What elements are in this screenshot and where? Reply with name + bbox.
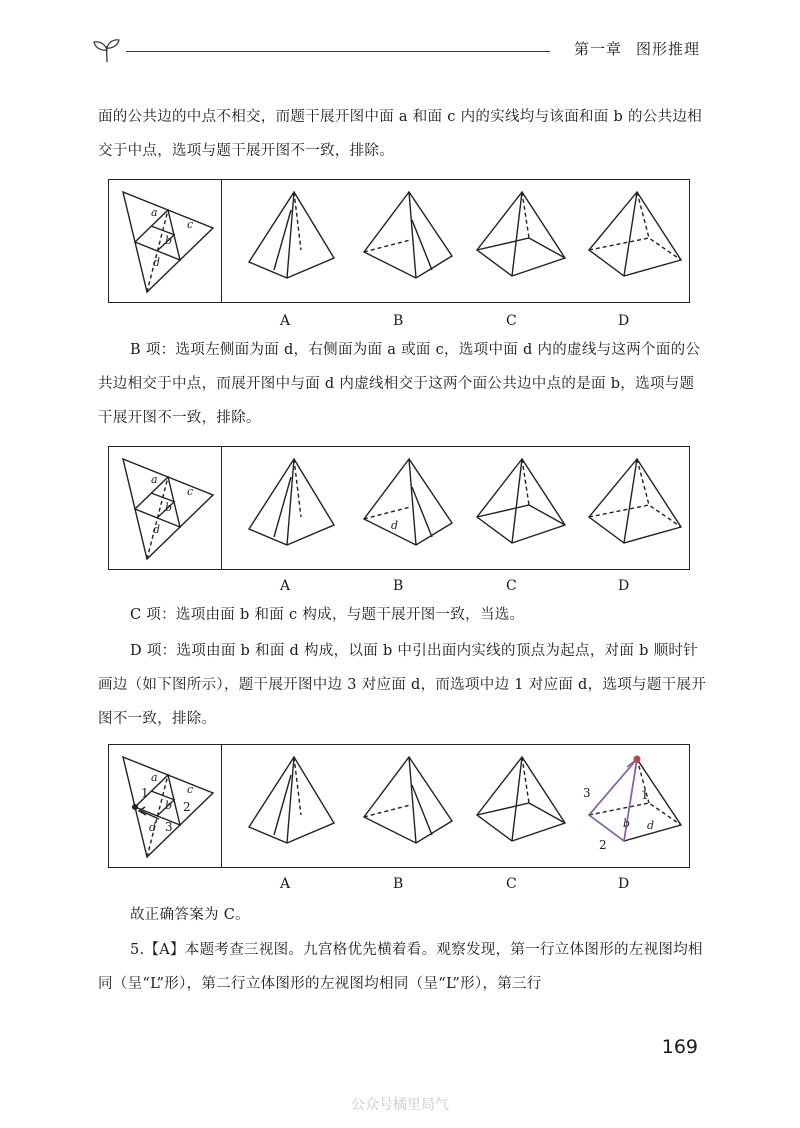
svg-text:b: b <box>165 501 173 514</box>
svg-text:d: d <box>647 819 655 832</box>
option-labels-2 <box>108 578 688 598</box>
option-label-a: A <box>280 876 291 892</box>
option-label-d: D <box>618 313 630 329</box>
option-label-d: D <box>618 876 630 892</box>
figure-panel-3 <box>108 744 690 868</box>
svg-text:d: d <box>153 523 161 536</box>
figure-panel-2 <box>108 446 690 570</box>
option-label-b: B <box>393 578 404 594</box>
chapter-heading <box>574 38 700 59</box>
svg-text:c: c <box>187 783 194 796</box>
edge-label-3: 3 <box>583 786 591 800</box>
svg-text:a: a <box>151 473 158 486</box>
svg-text:b: b <box>165 234 173 247</box>
edge-label-2: 2 <box>183 800 191 814</box>
option-label-c: C <box>506 876 517 892</box>
option-label-b: B <box>393 876 404 892</box>
option-label-d: D <box>618 578 630 594</box>
figure-2-svg <box>109 447 689 569</box>
svg-text:c: c <box>187 218 194 231</box>
page-number: 169 <box>661 1036 698 1058</box>
paragraph-2: B 项：选项左侧面为面 d，右侧面为面 a 或面 c，选项中面 d 内的虚线与这两个面的公共边相交于中点，而展开图中与面 d 内虚线相交于这两个面公共边中点的是面 b，选项与题干展开图不一致，排除。 <box>98 342 701 426</box>
option-labels-3 <box>108 876 688 896</box>
paragraph-3: C 项：选项由面 b 和面 c 构成，与题干展开图一致，当选。 <box>130 607 525 623</box>
edge-label-2: 2 <box>599 838 607 852</box>
paragraph-5: 故正确答案为 C。 <box>130 907 250 923</box>
paragraph-4: D 项：选项由面 b 和面 d 构成，以面 b 中引出面内实线的顶点为起点，对面 b 顺时针画边（如下图所示），题干展开图中边 3 对应面 d，而选项中边 1 对应面 d，选项与题干展开图不一致，排除。 <box>98 643 707 727</box>
chapter-title: 图形推理 <box>635 40 700 58</box>
option-label-a: A <box>280 313 291 329</box>
figure-1-svg <box>109 180 689 302</box>
page-header <box>92 36 700 66</box>
svg-text:d: d <box>149 821 157 834</box>
watermark: 公众号橘里局气 <box>351 1097 449 1113</box>
option-label-b: B <box>393 313 404 329</box>
edge-label-1: 1 <box>641 788 649 802</box>
svg-text:a: a <box>151 206 158 219</box>
option-labels-1 <box>108 313 688 333</box>
figure-3-svg <box>109 745 689 867</box>
paragraph-1: 面的公共边的中点不相交，而题干展开图中面 a 和面 c 内的实线均与该面和面 b 的公共边相交于中点，选项与题干展开图不一致，排除。 <box>98 109 702 159</box>
paragraph-6: 5.【A】本题考查三视图。九宫格优先横着看。观察发现，第一行立体图形的左视图均相同（呈“L”形），第二行立体图形的左视图均相同（呈“L”形），第三行 <box>98 942 703 992</box>
sprout-icon <box>92 38 122 64</box>
svg-text:d: d <box>153 256 161 269</box>
chapter-number: 第一章 <box>573 40 622 58</box>
svg-text:d: d <box>391 519 399 532</box>
svg-text:b: b <box>165 799 173 812</box>
edge-label-3: 3 <box>165 820 173 834</box>
header-rule <box>126 51 550 52</box>
svg-text:a: a <box>151 771 158 784</box>
svg-text:c: c <box>187 485 194 498</box>
edge-label-1: 1 <box>141 786 149 800</box>
option-label-a: A <box>280 578 291 594</box>
option-label-c: C <box>506 313 517 329</box>
figure-panel-1 <box>108 179 690 303</box>
option-label-c: C <box>506 578 517 594</box>
svg-text:b: b <box>623 817 631 830</box>
